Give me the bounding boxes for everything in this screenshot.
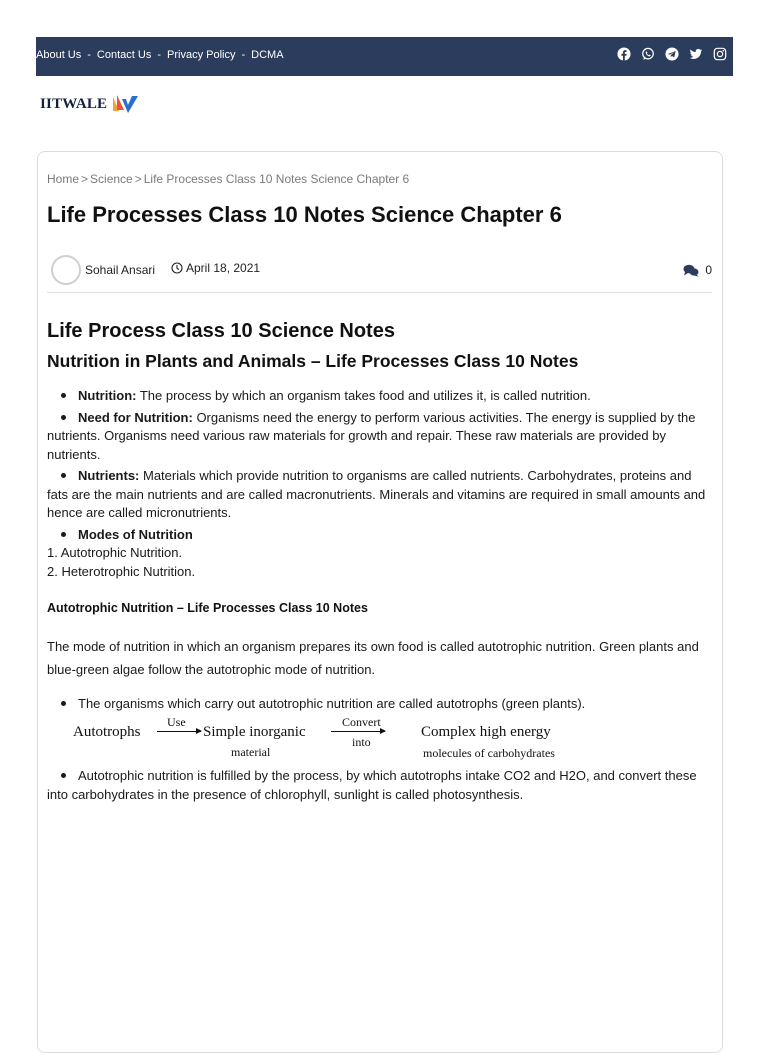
paragraph: The mode of nutrition in which an organism prepares its own food is called autotrophic nutrition. Green plants and blue-green algae follow the autotrophic mode of nutrition. [47,638,699,677]
flow-start: Autotrophs [73,724,141,740]
nav-separator: - [157,49,162,61]
nav-privacy-policy[interactable]: Privacy Policy [167,49,236,61]
flow-end-sub: molecules of carbohydrates [423,746,555,760]
minor-heading: Autotrophic Nutrition – Life Processes Class 10 Notes [47,601,368,615]
list-item-text: The process by which an organism takes food and utilizes it, is called nutrition. [136,388,591,403]
social-links [617,47,727,61]
breadcrumb-current: Life Processes Class 10 Notes Science Chapter 6 [143,172,410,186]
list-item-text: Organisms need the energy to perform various activities. The energy is supplied by the nutrients. Organisms need various raw materials for growth and repair. These raw materials are provided by nutrients. [47,409,696,462]
nav-separator: - [241,49,246,61]
flow-end: Complex high energy [421,724,551,740]
list-item [47,767,712,804]
flow-arrow1-label: Use [167,715,186,729]
post-meta [47,255,712,287]
flow-arrow2-top-label: Convert [342,715,381,729]
list-item-text: The organisms which carry out autotrophic nutrition are called autotrophs (green plants). [78,695,586,711]
comments-link[interactable] [683,263,712,277]
meta-divider [47,292,712,293]
list-item [47,409,712,465]
autotroph-flow-diagram [47,715,712,760]
nav-dcma[interactable]: DCMA [251,49,284,61]
twitter-icon[interactable] [689,47,703,61]
list-item-text: Materials which provide nutrition to organisms are called nutrients. Carbohydrates, proteins and fats are the main nutrients and are called macronutrients. Minerals and vitamins are required in small amounts and hence are called micronutrients. [47,468,706,520]
list-item-term: Modes of Nutrition [78,526,193,542]
list-item [47,695,712,714]
site-logo[interactable] [40,93,140,115]
bullet-icon [61,393,66,398]
breadcrumb-science[interactable]: Science [90,172,133,186]
breadcrumb-separator: > [134,172,142,186]
list-item [47,387,712,406]
top-bar [36,37,733,76]
mode-item: 2. Heterotrophic Nutrition. [47,563,196,579]
mode-item: 1. Autotrophic Nutrition. [47,545,183,560]
comment-count: 0 [705,263,712,277]
instagram-icon[interactable] [713,47,727,61]
bullet-icon [61,415,66,420]
flow-middle: Simple inorganic [203,724,306,740]
page-title: Life Processes Class 10 Notes Science Chapter 6 [47,202,562,227]
post-date: April 18, 2021 [186,261,261,275]
author-name[interactable]: Sohail Ansari [85,263,156,277]
avatar[interactable] [51,255,81,285]
bullet-icon [61,701,66,706]
list-item-term: Need for Nutrition: [78,409,193,425]
facebook-icon[interactable] [617,47,631,61]
nav-separator: - [87,49,91,61]
flow-middle-sub: material [231,745,271,759]
list-item [47,526,712,545]
flow-arrow-2 [331,731,385,732]
list-item-text: Autotrophic nutrition is fulfilled by the process, by which autotrophs intake CO2 and H2O, and convert these into carbohydrates in the presence of chlorophyll, sunlight is called photosynthesis. [47,768,697,802]
telegram-icon[interactable] [665,47,679,61]
logo-text: IITWALE [40,95,108,112]
logo-mark-icon [110,93,140,115]
whatsapp-icon[interactable] [641,47,655,61]
list-item-term: Nutrition: [78,388,137,403]
breadcrumb [47,172,409,186]
list-item [47,467,712,523]
clock-icon [171,262,183,274]
nav-contact-us[interactable]: Contact Us [96,49,152,61]
breadcrumb-home[interactable]: Home [47,172,80,186]
article-content [47,318,712,807]
comments-icon [683,264,699,277]
article-card [37,151,723,1053]
flow-arrow-1 [157,731,201,732]
bullet-icon [61,773,66,778]
bullet-icon [61,473,66,478]
post-date-wrap [171,261,260,275]
bullet-icon [61,532,66,537]
subsection-heading: Nutrition in Plants and Animals – Life Processes Class 10 Notes [47,351,579,371]
breadcrumb-separator: > [81,172,89,186]
list-item-term: Nutrients: [78,468,140,483]
section-heading: Life Process Class 10 Science Notes [47,320,395,342]
flow-arrow2-bottom-label: into [352,735,371,749]
nav-about-us[interactable]: About Us [36,49,82,61]
top-nav [36,49,284,61]
